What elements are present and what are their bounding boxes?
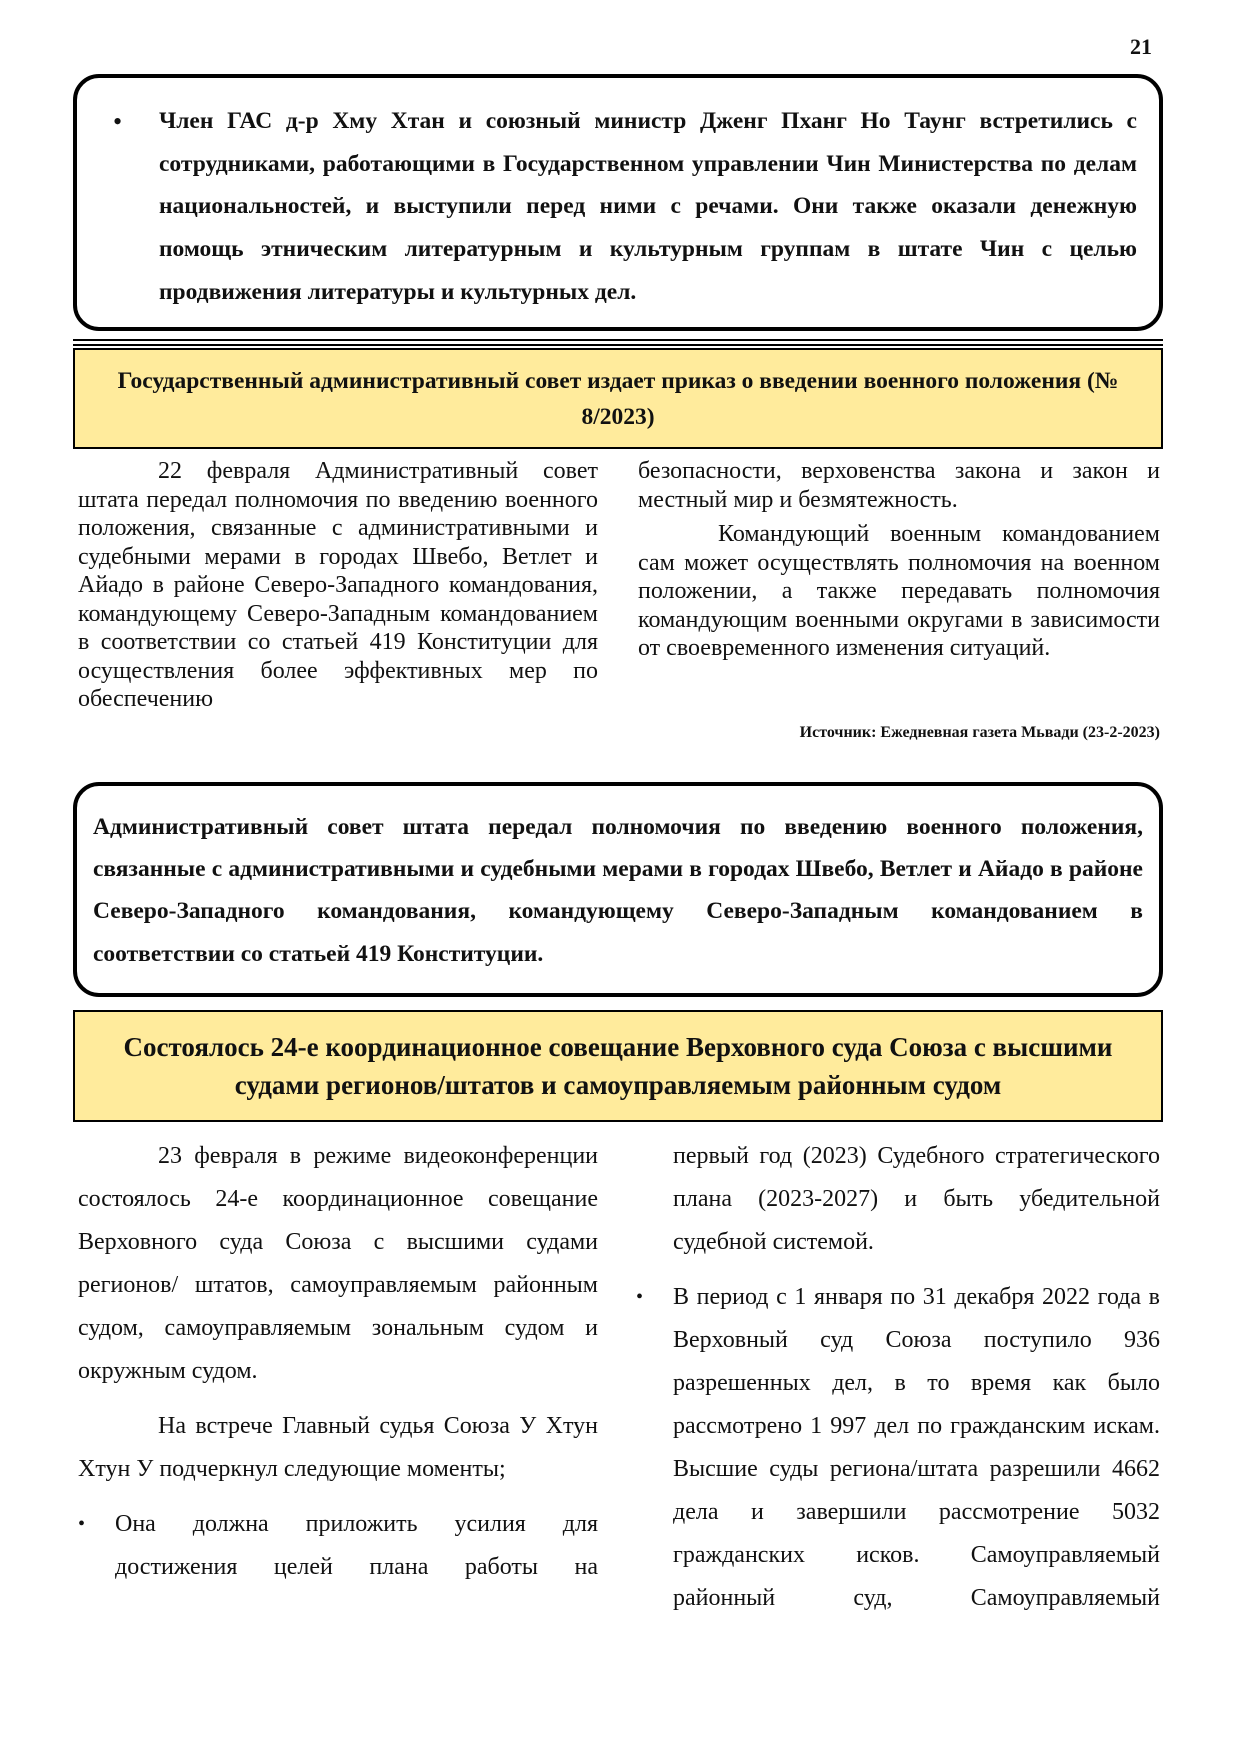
article-paragraph: 23 февраля в режиме видеоконференции состоялось 24-е координационное совещание Верховного суда Союза с высшими судами регионов/ штатов, самоуправляемым районным судом, самоуправляемым зональным судом и окружным судом. — [78, 1143, 598, 1384]
divider — [73, 344, 1163, 346]
bullet-icon: • — [113, 107, 123, 136]
callout-text: Член ГАС д-р Хму Хтан и союзный министр Дженг Пханг Но Таунг встретились с сотрудниками, работающими в Государственном управлении Чин Министерства по делам национальностей, и выступили перед ними с речами. Они также оказали денежную помощь этническим литературным и культурным группам в штате Чин с целью продвижения литературы и культурных дел. — [159, 108, 1137, 305]
source-citation: Источник: Ежедневная газета Мьвади (23-2-2023) — [799, 724, 1160, 741]
article-paragraph: первый год (2023) Судебного стратегического плана (2023-2027) и быть убедительной судебной системой. — [673, 1143, 1160, 1255]
article-column-right — [638, 457, 1160, 663]
bullet-item — [78, 1503, 598, 1589]
article-column-left — [78, 1135, 598, 1589]
bullet-text: В период с 1 января по 31 декабря 2022 года в Верховный суд Союза поступило 936 разрешенных дел, в то время как было рассмотрено 1 997 дел по гражданским искам. Высшие суды региона/штата разрешили 4662 дела и завершили рассмотрение 5032 гражданских исков. Самоуправляемый районный суд, Самоуправляемый — [673, 1284, 1160, 1611]
article-paragraph: безопасности, верховенства закона и закон и местный мир и безмятежность. — [638, 458, 1160, 513]
callout-box-martial-law — [73, 782, 1163, 997]
callout-box-chin-state — [73, 74, 1163, 331]
bullet-item — [636, 1276, 1160, 1620]
article-paragraph: На встрече Главный судья Союза У Хтун Хтун У подчеркнул следующие моменты; — [78, 1413, 598, 1482]
article-column-right — [636, 1135, 1160, 1620]
article-paragraph: Командующий военным командованием сам может осуществлять полномочия на военном положении, а также передавать полномочия командующим военными округами в зависимости от своевременного изменения ситуаций. — [638, 521, 1160, 661]
callout-text: Административный совет штата передал полномочия по введению военного положения, связанные с административными и судебными мерами в городах Швебо, Ветлет и Айадо в районе Северо-Западного командования, командующему Северо-Западным командованием в соответствии со статьей 419 Конституции. — [93, 814, 1143, 967]
bullet-icon: • — [636, 1286, 644, 1308]
article-paragraph: 22 февраля Административный совет штата передал полномочия по введению военного положения, связанные с административными и судебными мерами в городах Швебо, Ветлет и Айадо в районе Северо-Западного командования, командующему Северо-Западным командованием в соответствии со статьей 419 Конституции для осуществления более эффективных мер по обеспечению — [78, 458, 598, 712]
page-number: 21 — [1130, 34, 1152, 59]
article-column-left — [78, 457, 598, 714]
bullet-icon: • — [78, 1513, 86, 1535]
article-headline: Государственный административный совет издает приказ о введении военного положения (№ 8/2023) — [73, 348, 1163, 449]
bullet-item — [103, 100, 1137, 314]
divider — [73, 339, 1163, 341]
bullet-text: Она должна приложить усилия для достижения целей плана работы на — [115, 1511, 598, 1580]
article-headline: Состоялось 24-е координационное совещание Верховного суда Союза с высшими судами регионов/штатов и самоуправляемым районным судом — [73, 1010, 1163, 1122]
